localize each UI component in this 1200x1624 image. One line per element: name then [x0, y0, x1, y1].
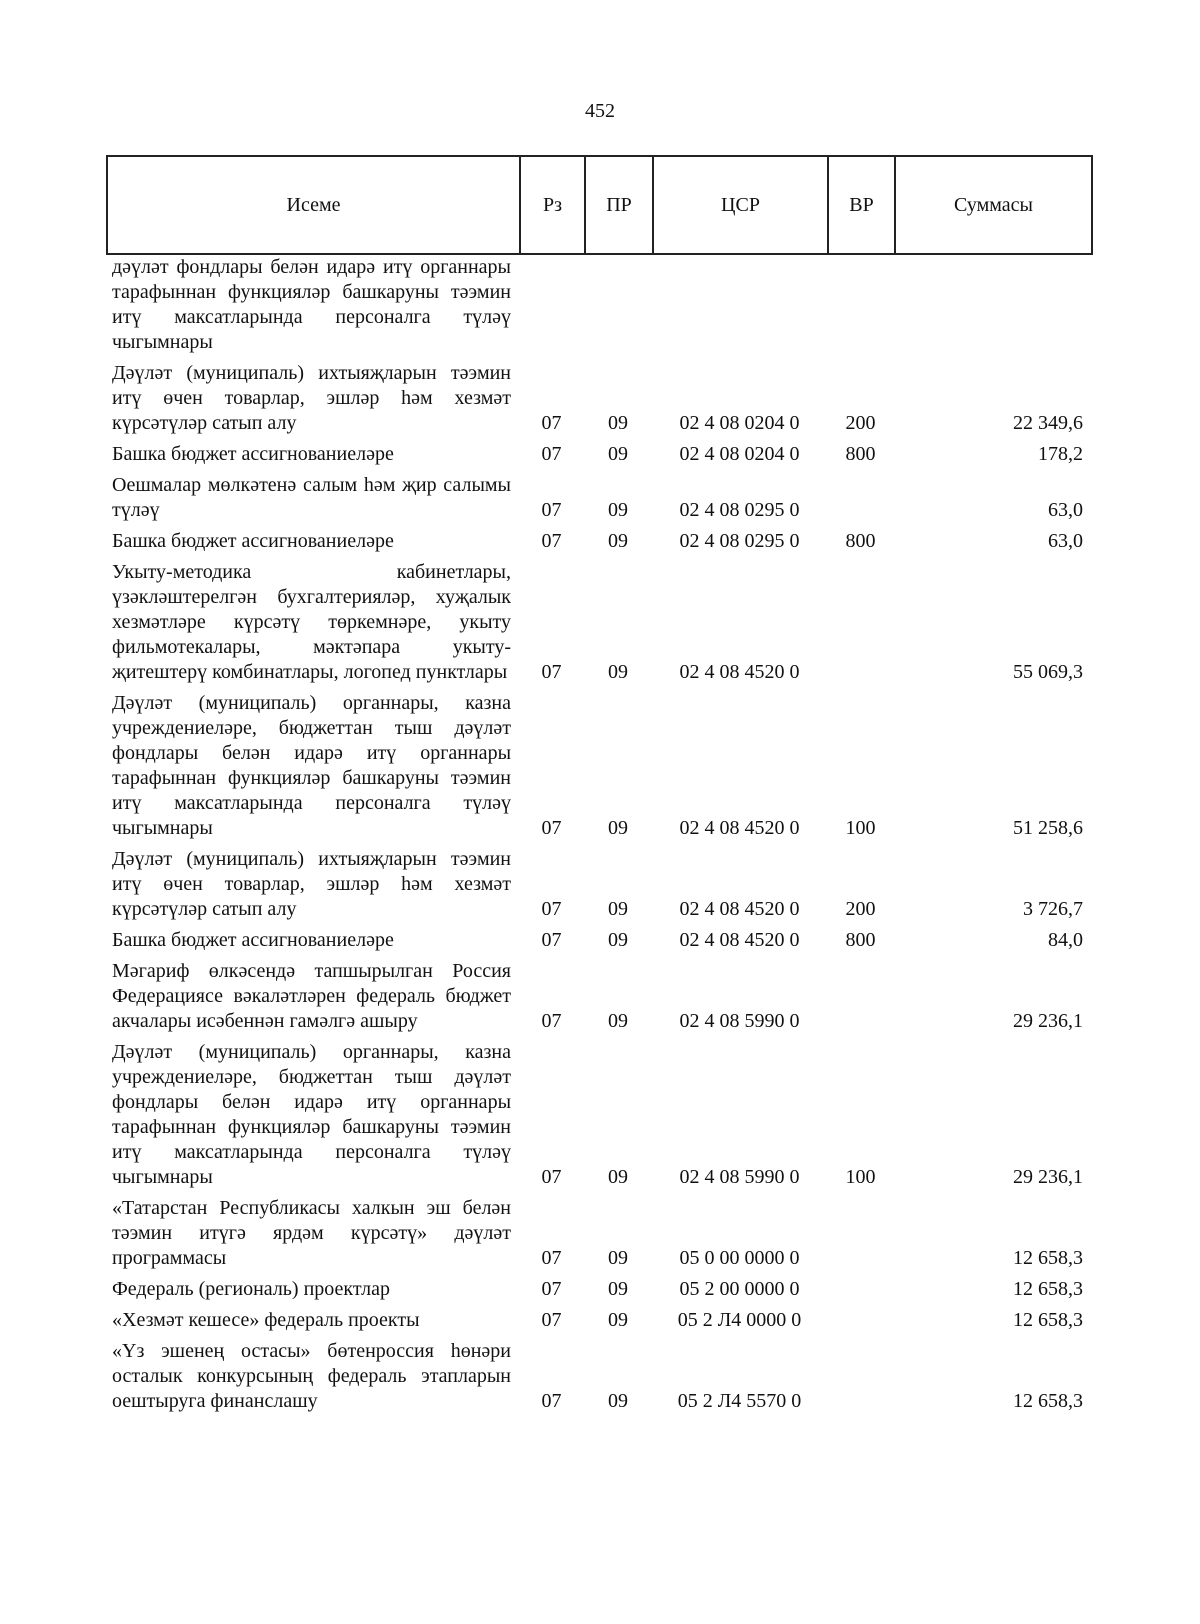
table-row	[106, 1037, 1091, 1193]
cell-csr: 02 4 08 5990 0	[679, 1166, 800, 1188]
cell-pr	[584, 252, 652, 358]
table-header	[106, 155, 1093, 255]
cell-csr: 02 4 08 4520 0	[679, 898, 800, 920]
cell-csr	[652, 252, 827, 358]
header-pr: ПР	[585, 156, 653, 254]
cell-pr: 09	[608, 1247, 628, 1269]
table-row	[106, 1193, 1091, 1274]
cell-rz: 07	[541, 1309, 562, 1331]
cell-rz: 07	[541, 661, 562, 683]
cell-vr: 800	[845, 929, 876, 951]
cell-vr: 100	[845, 817, 876, 839]
cell-vr: 200	[845, 412, 876, 434]
cell-rz: 07	[541, 499, 562, 521]
cell-name: дәүләт фондлары белән идарә итү органнары тарафыннан функцияләр башкаруны тәэмин итү максатларында персоналга түләү чыгымнары	[112, 256, 511, 353]
cell-pr: 09	[608, 1278, 628, 1300]
cell-name: Башка бюджет ассигнованиеләре	[112, 443, 394, 465]
cell-pr: 09	[608, 1390, 628, 1412]
cell-vr	[827, 252, 894, 358]
cell-pr: 09	[608, 1010, 628, 1032]
cell-vr	[827, 557, 894, 688]
cell-name: «Татарстан Республикасы халкын эш белән тәэмин итүгә ярдәм күрсәтү» дәүләт программасы	[112, 1197, 511, 1269]
cell-rz: 07	[541, 898, 562, 920]
cell-name: Мәгариф өлкәсендә тапшырылган Россия Федерациясе вәкаләтләрен федераль бюджет акчалары исәбеннән гамәлгә ашыру	[112, 960, 511, 1032]
header-vr: ВР	[828, 156, 895, 254]
cell-rz: 07	[541, 817, 562, 839]
cell-name: «Хезмәт кешесе» федераль проекты	[112, 1309, 420, 1331]
cell-pr: 09	[608, 929, 628, 951]
table-row	[106, 844, 1091, 925]
cell-name: Башка бюджет ассигнованиеләре	[112, 530, 394, 552]
cell-csr: 02 4 08 4520 0	[679, 929, 800, 951]
cell-pr: 09	[608, 530, 628, 552]
cell-csr: 05 0 00 0000 0	[679, 1247, 800, 1269]
header-csr: ЦСР	[653, 156, 828, 254]
cell-sum: 22 349,6	[1013, 412, 1083, 434]
cell-csr: 05 2 Л4 5570 0	[677, 1390, 802, 1412]
table-row	[106, 956, 1091, 1037]
cell-name: Дәүләт (муниципаль) органнары, казна учреждениеләре, бюджеттан тыш дәүләт фондлары белән идарә итү органнары тарафыннан функцияләр башкаруны тәэмин итү максатларында персоналга түләү чыгымнары	[112, 692, 511, 839]
cell-rz: 07	[541, 1010, 562, 1032]
table-row	[106, 1336, 1091, 1417]
cell-rz: 07	[541, 412, 562, 434]
cell-vr	[827, 1193, 894, 1274]
cell-pr: 09	[608, 1166, 628, 1188]
page-number: 452	[585, 100, 615, 122]
cell-sum: 3 726,7	[1023, 898, 1083, 920]
cell-rz: 07	[541, 1247, 562, 1269]
cell-vr	[827, 956, 894, 1037]
cell-vr	[827, 470, 894, 526]
table-row	[106, 557, 1091, 688]
cell-name: Укыту-методика кабинетлары, үзәкләштерелгән бухгалтерияләр, хуҗалык хезмәтләре күрсәтү төркемнәре, укыту фильмотекалары, мәктәпара укыту-җитештерү комбинатлары, логопед пунктлары	[112, 561, 511, 683]
table-row	[106, 252, 1091, 358]
cell-vr: 100	[845, 1166, 876, 1188]
cell-name: Федераль (региональ) проектлар	[112, 1278, 390, 1300]
cell-pr: 09	[608, 443, 628, 465]
cell-csr: 02 4 08 4520 0	[679, 661, 800, 683]
cell-sum: 12 658,3	[1013, 1390, 1083, 1412]
cell-name: Дәүләт (муниципаль) органнары, казна учреждениеләре, бюджеттан тыш дәүләт фондлары белән идарә итү органнары тарафыннан функцияләр башкаруны тәэмин итү максатларында персоналга түләү чыгымнары	[112, 1041, 511, 1188]
cell-vr: 800	[845, 443, 876, 465]
cell-sum: 12 658,3	[1013, 1247, 1083, 1269]
cell-pr: 09	[608, 499, 628, 521]
cell-rz: 07	[541, 929, 562, 951]
cell-pr: 09	[608, 1309, 628, 1331]
cell-sum: 29 236,1	[1013, 1166, 1083, 1188]
cell-pr: 09	[608, 898, 628, 920]
table-row	[106, 688, 1091, 844]
cell-rz	[519, 252, 584, 358]
table-row	[106, 1305, 1091, 1336]
cell-csr: 02 4 08 4520 0	[679, 817, 800, 839]
cell-csr: 02 4 08 0295 0	[679, 530, 800, 552]
cell-vr: 200	[845, 898, 876, 920]
cell-vr	[827, 1274, 894, 1305]
cell-sum: 63,0	[1048, 499, 1083, 521]
table-row	[106, 526, 1091, 557]
cell-rz: 07	[541, 1166, 562, 1188]
cell-sum: 55 069,3	[1013, 661, 1083, 683]
cell-csr: 02 4 08 0204 0	[679, 412, 800, 434]
cell-sum: 63,0	[1048, 530, 1083, 552]
cell-csr: 05 2 00 0000 0	[679, 1278, 800, 1300]
cell-name: Дәүләт (муниципаль) ихтыяҗларын тәэмин итү өчен товарлар, эшләр һәм хезмәт күрсәтүләр сатып алу	[112, 362, 511, 434]
cell-sum: 12 658,3	[1013, 1309, 1083, 1331]
budget-table	[106, 252, 1091, 1417]
cell-name: Башка бюджет ассигнованиеләре	[112, 929, 394, 951]
cell-name: «Үз эшенең остасы» бөтенроссия һөнәри осталык конкурсының федераль этапларын оештыруга финанслашу	[112, 1340, 511, 1412]
cell-csr: 02 4 08 5990 0	[679, 1010, 800, 1032]
cell-sum: 29 236,1	[1013, 1010, 1083, 1032]
cell-sum	[894, 252, 1091, 358]
header-sum: Суммасы	[895, 156, 1092, 254]
cell-pr: 09	[608, 661, 628, 683]
cell-sum: 178,2	[1038, 443, 1083, 465]
cell-rz: 07	[541, 443, 562, 465]
table-row	[106, 925, 1091, 956]
table-row	[106, 1274, 1091, 1305]
cell-csr: 02 4 08 0295 0	[679, 499, 800, 521]
cell-vr	[827, 1305, 894, 1336]
table-row	[106, 358, 1091, 439]
cell-rz: 07	[541, 1278, 562, 1300]
cell-name: Дәүләт (муниципаль) ихтыяҗларын тәэмин итү өчен товарлар, эшләр һәм хезмәт күрсәтүләр сатып алу	[112, 848, 511, 920]
cell-csr: 05 2 Л4 0000 0	[677, 1309, 802, 1331]
cell-sum: 51 258,6	[1013, 817, 1083, 839]
cell-vr: 800	[845, 530, 876, 552]
cell-rz: 07	[541, 1390, 562, 1412]
cell-name: Оешмалар мөлкәтенә салым һәм җир салымы түләү	[112, 474, 511, 521]
cell-sum: 84,0	[1048, 929, 1083, 951]
table-row	[106, 439, 1091, 470]
cell-rz: 07	[541, 530, 562, 552]
cell-vr	[827, 1336, 894, 1417]
header-name: Исеме	[107, 156, 520, 254]
cell-sum: 12 658,3	[1013, 1278, 1083, 1300]
table-row	[106, 470, 1091, 526]
header-rz: Рз	[520, 156, 585, 254]
cell-csr: 02 4 08 0204 0	[679, 443, 800, 465]
cell-pr: 09	[608, 412, 628, 434]
cell-pr: 09	[608, 817, 628, 839]
